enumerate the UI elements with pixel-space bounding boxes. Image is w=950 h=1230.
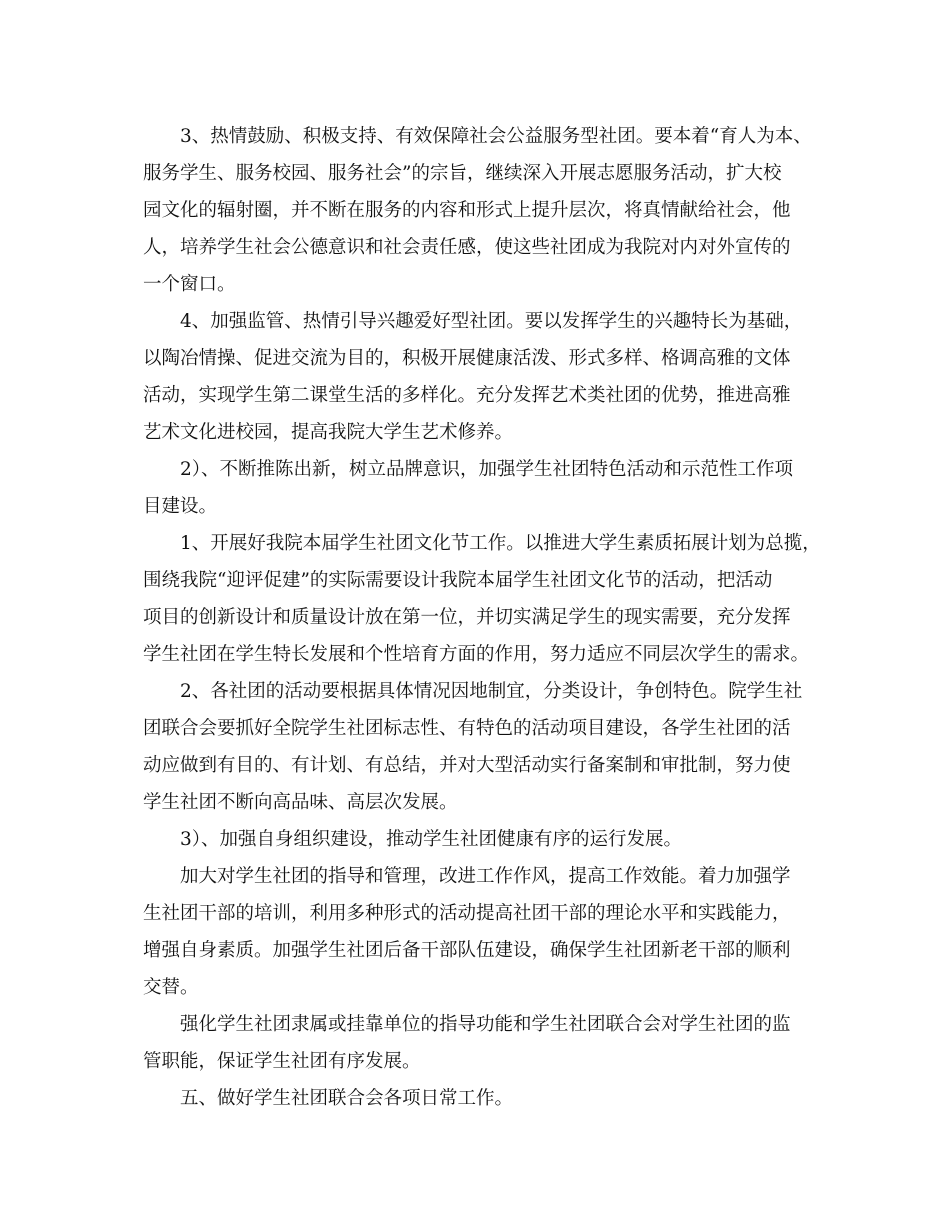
text-line: 强化学生社团隶属或挂靠单位的指导功能和学生社团联合会对学生社团的监 [180,1014,791,1035]
text-line: 加大对学生社团的指导和管理，改进工作作风，提高工作效能。着力加强学 [180,866,791,887]
text-line: 生社团干部的培训，利用多种形式的活动提高社团干部的理论水平和实践能力， [143,903,791,924]
text-line: 五、做好学生社团联合会各项日常工作。 [180,1088,514,1109]
text-line: 管职能，保证学生社团有序发展。 [143,1051,421,1072]
text-line: 交替。 [143,977,199,998]
text-line: 活动，实现学生第二课堂生活的多样化。充分发挥艺术类社团的优势，推进高雅 [143,385,791,406]
text-line: 学生社团不断向高品味、高层次发展。 [143,792,458,813]
text-line: 项目的创新设计和质量设计放在第一位，并切实满足学生的现实需要，充分发挥 [143,607,791,628]
text-line: 动应做到有目的、有计划、有总结，并对大型活动实行备案制和审批制，努力使 [143,755,791,776]
text-line: 服务学生、服务校园、服务社会”的宗旨，继续深入开展志愿服务活动，扩大校 [143,163,782,184]
text-line: 艺术文化进校园，提高我院大学生艺术修养。 [143,422,514,443]
text-line: 学生社团在学生特长发展和个性培育方面的作用，努力适应不同层次学生的需求。 [143,644,810,665]
text-line: 2、各社团的活动要根据具体情况因地制宜，分类设计，争创特色。院学生社 [180,681,803,702]
text-line: 3）、加强自身组织建设，推动学生社团健康有序的运行发展。 [180,829,683,850]
text-line: 园文化的辐射圈，并不断在服务的内容和形式上提升层次，将真情献给社会，他 [143,200,791,221]
text-line: 围绕我院“迎评促建”的实际需要设计我院本届学生社团文化节的活动，把活动 [143,570,773,591]
text-line: 1、开展好我院本届学生社团文化节工作。以推进大学生素质拓展计划为总揽， [180,533,821,554]
text-line: 4、加强监管、热情引导兴趣爱好型社团。要以发挥学生的兴趣特长为基础， [180,311,803,332]
text-line: 增强自身素质。加强学生社团后备干部队伍建设，确保学生社团新老干部的顺利 [143,940,791,961]
text-line: 目建设。 [143,496,218,517]
text-line: 人，培养学生社会公德意识和社会责任感，使这些社团成为我院对内对外宣传的 [143,237,791,258]
text-line: 2）、不断推陈出新，树立品牌意识，加强学生社团特色活动和示范性工作项 [180,459,794,480]
document-body [143,118,832,1117]
text-line: 以陶冶情操、促进交流为目的，积极开展健康活泼、形式多样、格调高雅的文体 [143,348,791,369]
text-line: 3、热情鼓励、积极支持、有效保障社会公益服务型社团。要本着“育人为本、 [180,126,812,147]
text-line: 一个窗口。 [143,274,236,295]
text-line: 团联合会要抓好全院学生社团标志性、有特色的活动项目建设，各学生社团的活 [143,718,791,739]
